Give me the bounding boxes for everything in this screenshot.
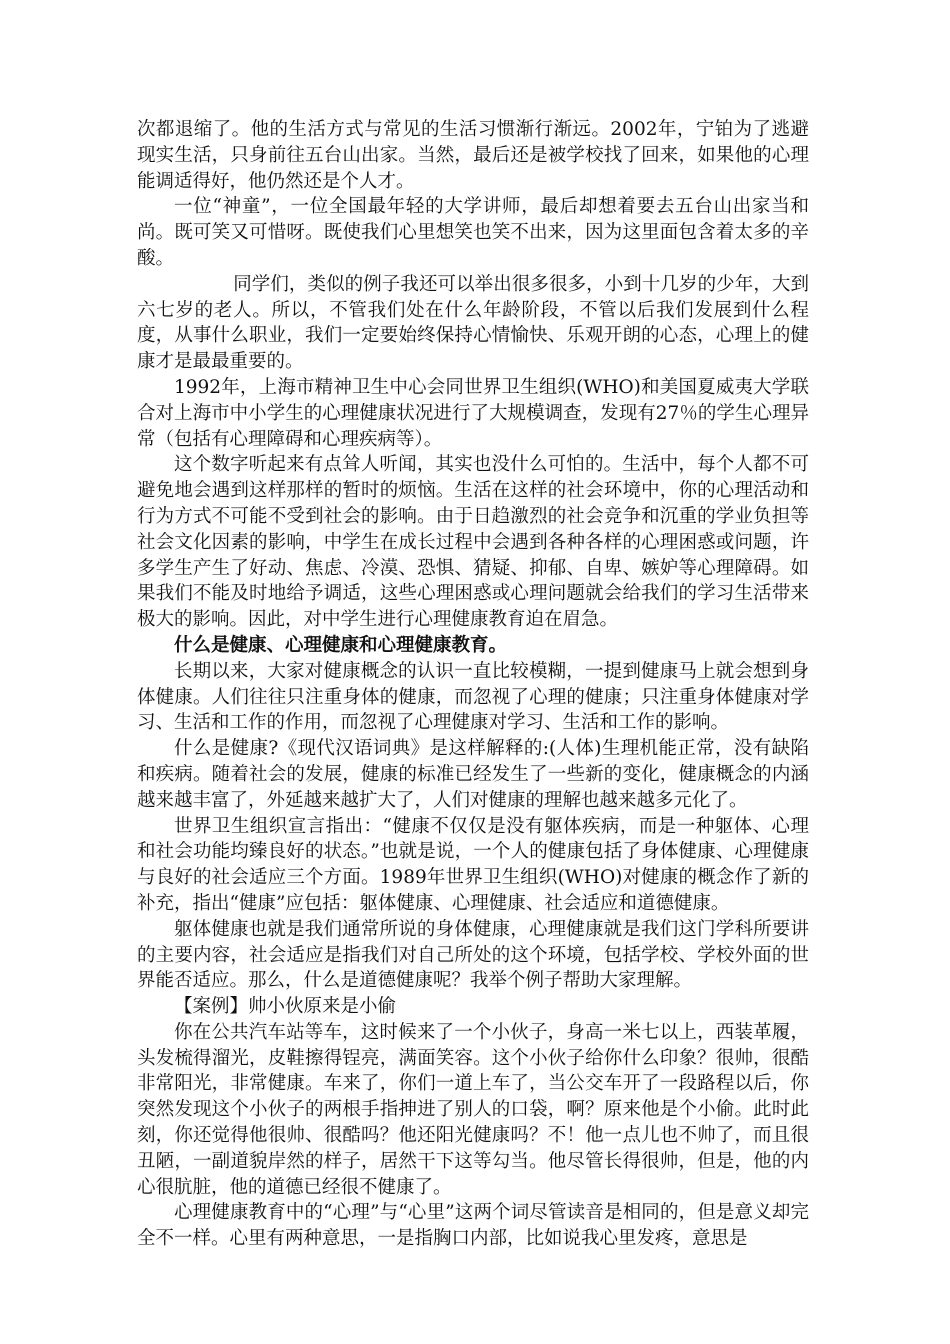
paragraph-continuation: 次都退缩了。他的生活方式与常见的生活习惯渐行渐远。2002年，宁铂为了逃避现实生活，只身前往五台山出家。当然，最后还是被学校找了回来，如果他的心理能调适得好，他仍然还是个人才。: [137, 119, 809, 192]
paragraph-who-declaration: 世界卫生组织宣言指出：“健康不仅仅是没有躯体疾病，而是一种躯体、心理和社会功能均臻良好的状态。”也就是说，一个人的健康包括了身体健康、心理健康与良好的社会适应三个方面。1989年世界卫生组织(WHO)对健康的概念作了新的补充，指出“健康”应包括：躯体健康、心理健康、社会适应和道德健康。: [137, 815, 809, 914]
paragraph-numbers: 这个数字听起来有点耸人听闻，其实也没什么可怕的。生活中，每个人都不可避免地会遇到这样那样的暂时的烦恼。生活在这样的社会环境中，你的心理活动和行为方式不可能不受到社会的影响。由于日趋激烈的社会竞争和沉重的学业负担等社会文化因素的影响，中学生在成长过程中会遇到各种各样的心理困惑或问题，许多学生产生了好动、焦虑、冷漠、恐惧、猜疑、抑郁、自卑、嫉妒等心理障碍。如果我们不能及时地给予调适，这些心理困惑或心理问题就会给我们的学习生活带来极大的影响。因此，对中学生进行心理健康教育迫在眉急。: [137, 454, 809, 631]
paragraph-xinli-xinli: 心理健康教育中的“心理”与“心里”这两个词尽管读音是相同的，但是意义却完全不一样。心里有两种意思，一是指胸口内部，比如说我心里发疼，意思是: [137, 1202, 809, 1250]
document-body: [137, 117, 809, 1252]
paragraph-prodigy: 一位“神童”，一位全国最年轻的大学讲师，最后却想着要去五台山出家当和尚。既可笑又可惜呀。既使我们心里想笑也笑不出来，因为这里面包含着太多的辛酸。: [137, 196, 809, 269]
case-heading: 【案例】帅小伙原来是小偷: [174, 996, 397, 1018]
paragraph-case-story: 你在公共汽车站等车，这时候来了一个小伙子，身高一米七以上，西装革履，头发梳得溜光，皮鞋擦得锃亮，满面笑容。这个小伙子给你什么印象？很帅，很酷非常阳光，非常健康。车来了，你们一道上车了，当公交车开了一段路程以后，你突然发现这个小伙子的两根手指抻进了别人的口袋，啊？原来他是个小偷。此时此刻，你还觉得他很帅、很酷吗？他还阳光健康吗？不！他一点儿也不帅了，而且很丑陋，一副道貌岸然的样子，居然干下这等勾当。他尽管长得很帅，但是，他的内心很肮脏，他的道德已经很不健康了。: [137, 1021, 809, 1198]
paragraph-survey-1992: 1992年，上海市精神卫生中心会同世界卫生组织(WHO)和美国夏威夷大学联合对上海市中小学生的心理健康状况进行了大规模调查，发现有27％的学生心理异常（包括有心理障碍和心理疾病等）。: [137, 376, 809, 450]
paragraph-classmates: 同学们，类似的例子我还可以举出很多很多，小到十几岁的少年，大到六七岁的老人。所以，不管我们处在什么年龄阶段，不管以后我们发展到什么程度，从事什么职业，我们一定要始终保持心情愉快、乐观开朗的心态，心理上的健康才是最最重要的。: [137, 273, 809, 373]
paragraph-what-is-health: 什么是健康?《现代汉语词典》是这样解释的:(人体)生理机能正常，没有缺陷和疾病。随着社会的发展，健康的标准已经发生了一些新的变化，健康概念的内涵越来越丰富了，外延越来越扩大了，人们对健康的理解也越来越多元化了。: [137, 738, 809, 811]
section-heading: 什么是健康、心理健康和心理健康教育。: [174, 634, 508, 656]
paragraph-body-health: 躯体健康也就是我们通常所说的身体健康，心理健康就是我们这门学科所要讲的主要内容，社会适应是指我们对自己所处的这个环境，包括学校、学校外面的世界能否适应。那么，什么是道德健康呢？我举个例子帮助大家理解。: [137, 918, 809, 992]
paragraph-long-time: 长期以来，大家对健康概念的认识一直比较模糊，一提到健康马上就会想到身体健康。人们往往只注重身体的健康，而忽视了心理的健康；只注重身体健康对学习、生活和工作的作用，而忽视了心理健康对学习、生活和工作的影响。: [137, 660, 809, 734]
